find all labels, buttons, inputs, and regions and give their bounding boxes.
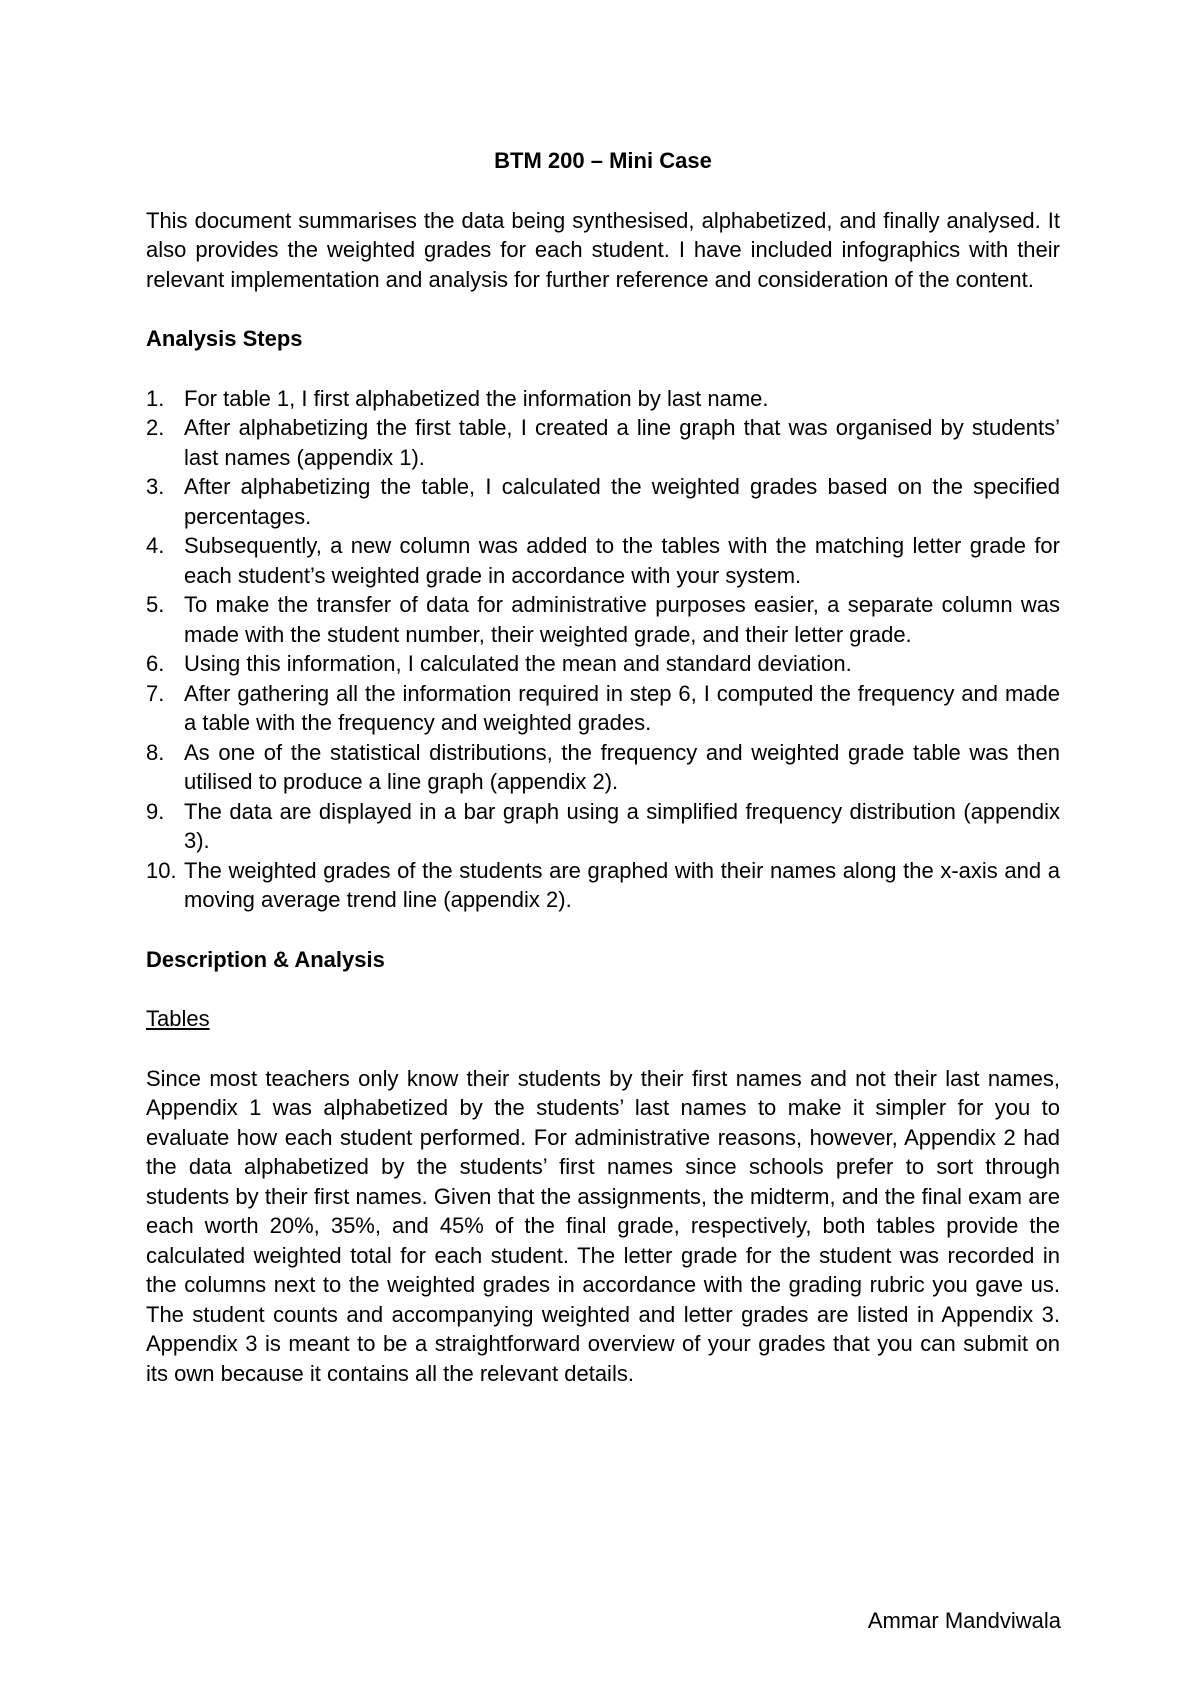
list-item-number: 3. [146, 474, 165, 499]
analysis-steps-list [146, 384, 1060, 915]
list-item-text: Subsequently, a new column was added to the tables with the matching letter grade for each student’s weighted grade in accordance with your system. [184, 533, 1060, 588]
list-item [146, 531, 1060, 590]
list-item [146, 590, 1060, 649]
list-item-number: 6. [146, 651, 165, 676]
intro-paragraph: This document summarises the data being synthesised, alphabetized, and finally analysed. It also provides the weighted grades for each student. I have included infographics with their relevant implementation and analysis for further reference and consideration of the content. [146, 207, 1060, 292]
list-item-text: After alphabetizing the first table, I created a line graph that was organised by students’ last names (appendix 1). [184, 415, 1060, 470]
list-item [146, 384, 1060, 414]
list-item [146, 649, 1060, 679]
author-name: Ammar Mandviwala [867, 1608, 1061, 1633]
list-item-number: 8. [146, 739, 165, 765]
analysis-steps-heading: Analysis Steps [146, 326, 303, 351]
document-body [146, 146, 1060, 1388]
list-item-text: Using this information, I calculated the mean and standard deviation. [184, 651, 852, 676]
list-item-text: After alphabetizing the table, I calculated the weighted grades based on the specified percentages. [184, 474, 1060, 529]
list-item-text: After gathering all the information required in step 6, I computed the frequency and made a table with the frequency and weighted grades. [184, 680, 1060, 735]
list-item [146, 679, 1060, 738]
list-item [146, 413, 1060, 472]
list-item-number: 5. [146, 592, 165, 617]
list-item [146, 472, 1060, 531]
document-title: BTM 200 – Mini Case [494, 148, 712, 173]
tables-paragraph: Since most teachers only know their students by their first names and not their last names, Appendix 1 was alphabetized by the students’ last names to make it simpler for you to evaluate how each student performed. For administrative reasons, however, Appendix 2 had the data alphabetized by the students’ first names since schools prefer to sort through students by their first names. Given that the assignments, the midterm, and the final exam are each worth 20%, 35%, and 45% of the final grade, respectively, both tables provide the calculated weighted total for each student. The letter grade for the student was recorded in the columns next to the weighted grades in accordance with the grading rubric you gave us. The student counts and accompanying weighted and letter grades are listed in Appendix 3. Appendix 3 is meant to be a straightforward overview of your grades that you can submit on its own because it contains all the relevant details. [146, 1065, 1060, 1386]
list-item-number: 1. [146, 385, 165, 411]
list-item-text: The data are displayed in a bar graph using a simplified frequency distribution (appendix 3). [184, 798, 1060, 853]
list-item-text: For table 1, I first alphabetized the information by last name. [184, 385, 769, 411]
list-item-number: 10. [146, 857, 177, 883]
list-item-text: To make the transfer of data for administrative purposes easier, a separate column was made with the student number, their weighted grade, and their letter grade. [184, 592, 1060, 647]
description-analysis-heading: Description & Analysis [146, 946, 385, 972]
list-item-text: As one of the statistical distributions, the frequency and weighted grade table was then utilised to produce a line graph (appendix 2). [184, 739, 1060, 794]
tables-subheading: Tables [146, 1006, 210, 1031]
list-item-text: The weighted grades of the students are graphed with their names along the x-axis and a moving average trend line (appendix 2). [184, 857, 1060, 912]
list-item [146, 797, 1060, 856]
list-item [146, 738, 1060, 797]
list-item-number: 4. [146, 533, 165, 558]
list-item-number: 9. [146, 798, 165, 824]
list-item-number: 2. [146, 415, 165, 440]
list-item [146, 856, 1060, 915]
list-item-number: 7. [146, 680, 165, 706]
